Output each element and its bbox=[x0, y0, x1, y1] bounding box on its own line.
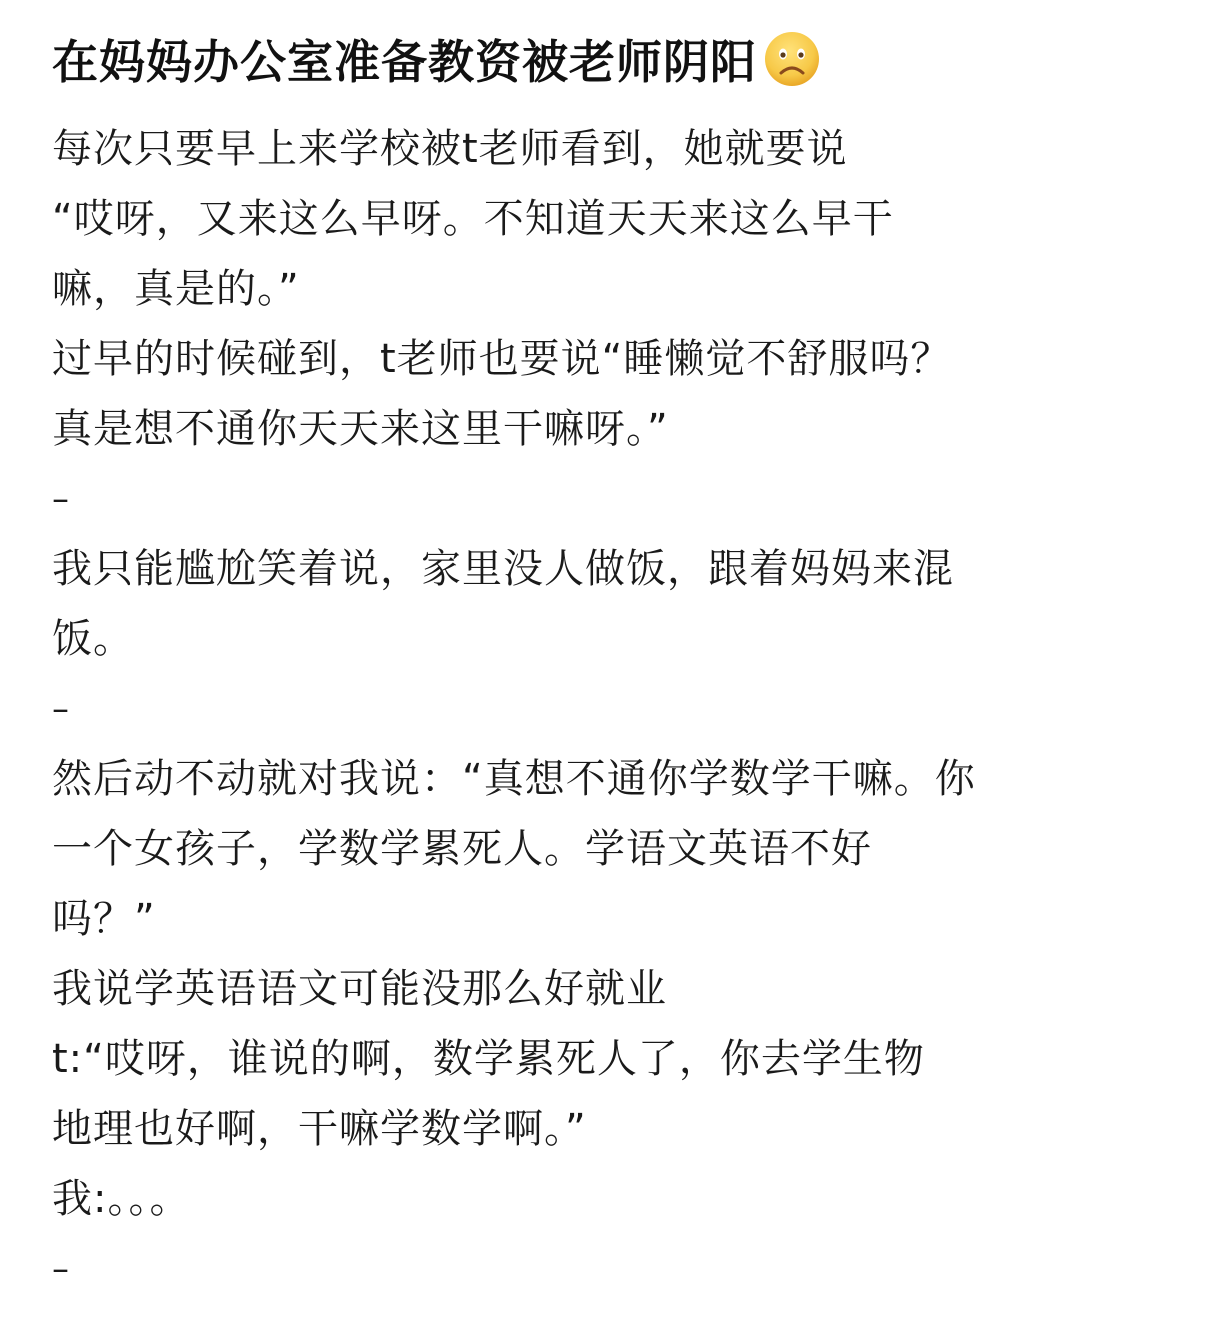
body-line: 吗？” bbox=[52, 896, 156, 942]
section-divider: – bbox=[52, 1249, 70, 1289]
body-line: 我说学英语语文可能没那么好就业 bbox=[52, 966, 667, 1012]
body-line: 真是想不通你天天来这里干嘛呀。” bbox=[52, 406, 669, 452]
body-line: t:“哎呀，谁说的啊，数学累死人了，你去学生物 bbox=[52, 1036, 925, 1082]
post-title: 在妈妈办公室准备教资被老师阴阳 bbox=[52, 35, 757, 89]
body-line: 我:。。。 bbox=[52, 1176, 191, 1222]
post-title-row bbox=[52, 24, 821, 94]
section-divider: – bbox=[52, 689, 70, 729]
body-line: 一个女孩子，学数学累死人。学语文英语不好 bbox=[52, 826, 872, 872]
body-line: 我只能尴尬笑着说，家里没人做饭，跟着妈妈来混 bbox=[52, 546, 954, 592]
body-line: 然后动不动就对我说：“真想不通你学数学干嘛。你 bbox=[52, 756, 976, 802]
post-body bbox=[52, 114, 1182, 1304]
body-line: 嘛，真是的。” bbox=[52, 266, 300, 312]
body-line: 饭。 bbox=[52, 616, 134, 662]
body-line: 地理也好啊，干嘛学数学啊。” bbox=[52, 1106, 587, 1152]
body-line: 过早的时候碰到，t老师也要说“睡懒觉不舒服吗？ bbox=[52, 336, 952, 382]
section-divider: – bbox=[52, 479, 70, 519]
frowning-face-icon bbox=[763, 30, 821, 88]
body-line: “哎呀，又来这么早呀。不知道天天来这么早干 bbox=[52, 196, 894, 242]
body-line: 每次只要早上来学校被t老师看到，她就要说 bbox=[52, 126, 848, 172]
